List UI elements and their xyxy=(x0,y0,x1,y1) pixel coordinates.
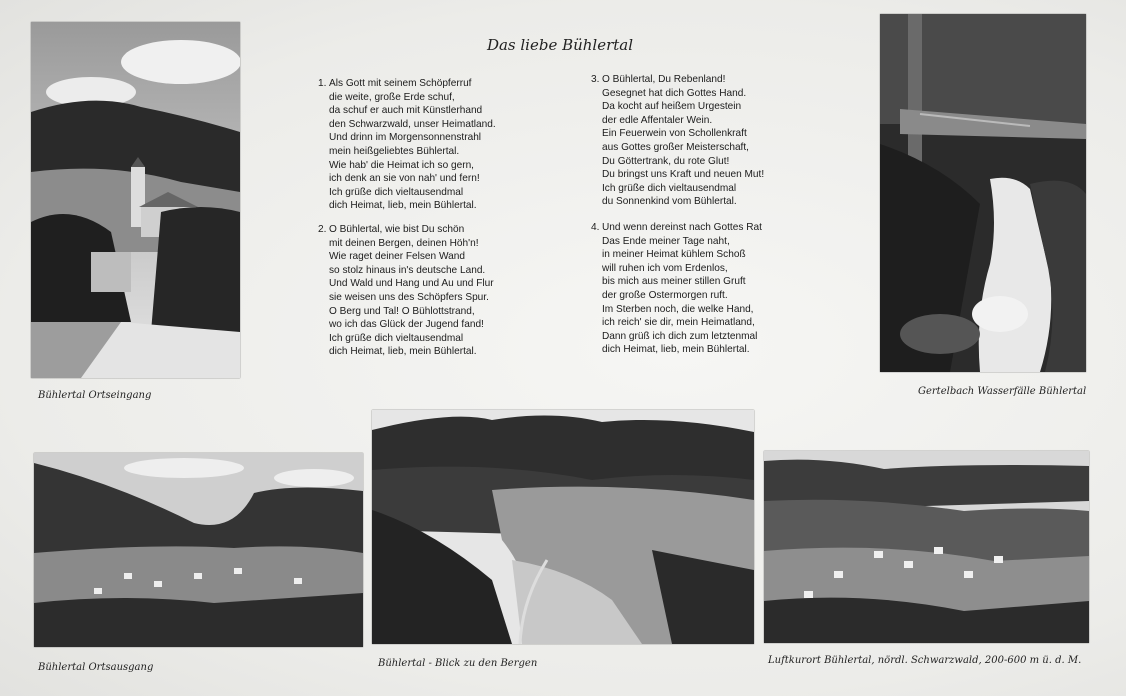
verse-line: Du bringst uns Kraft und neuen Mut! xyxy=(602,169,765,181)
verse-1 xyxy=(318,77,496,213)
verse-line: du Sonnenkind vom Bühlertal. xyxy=(602,196,737,208)
verse-line: Und drinn im Morgensonnenstrahl xyxy=(329,132,482,144)
verse-line: Wie raget deiner Felsen Wand xyxy=(329,251,465,263)
verse-line: Du Göttertrank, du rote Glut! xyxy=(602,155,730,167)
photo-ortseingang xyxy=(31,22,240,378)
verse-number: 2. xyxy=(318,224,327,235)
verse-line: Das Ende meiner Tage naht, xyxy=(602,235,730,247)
verse-line: bis mich aus meiner stillen Gruft xyxy=(602,276,746,288)
verse-line: Ich grüße dich vieltausendmal xyxy=(602,182,737,194)
poem-title: Das liebe Bühlertal xyxy=(486,36,634,54)
verse-line: ich denk an sie von nah' und fern! xyxy=(329,173,480,185)
verse-3 xyxy=(591,73,764,209)
verse-line: O Bühlertal, wie bist Du schön xyxy=(329,224,465,235)
verse-line: die weite, große Erde schuf, xyxy=(329,91,455,103)
caption-blick: Bühlertal - Blick zu den Bergen xyxy=(378,658,538,669)
verse-line: aus Gottes großer Meisterschaft, xyxy=(602,141,749,153)
verse-line: mit deinen Bergen, deinen Höh'n! xyxy=(329,237,479,249)
verse-number: 4. xyxy=(591,222,600,233)
verse-line: Ein Feuerwein von Schollenkraft xyxy=(602,128,747,140)
verse-line: ich reich' sie dir, mein Heimatland, xyxy=(602,317,755,329)
verse-line: Ich grüße dich vieltausendmal xyxy=(329,186,464,198)
verse-line: dich Heimat, lieb, mein Bühlertal. xyxy=(329,346,477,358)
caption-luftkurort: Luftkurort Bühlertal, nördl. Schwarzwald, 200-600 m ü. d. M. xyxy=(768,655,1082,666)
verse-line: den Schwarzwald, unser Heimatland. xyxy=(329,118,496,130)
verse-line: Gesegnet hat dich Gottes Hand. xyxy=(602,87,747,99)
verse-line: da schuf er auch mit Künstlerhand xyxy=(329,105,483,117)
verse-line: dich Heimat, lieb, mein Bühlertal. xyxy=(602,344,750,356)
verse-line: Wie hab' die Heimat ich so gern, xyxy=(329,159,474,171)
photo-wasserfaelle xyxy=(880,14,1086,372)
verse-line: Als Gott mit seinem Schöpferruf xyxy=(329,78,472,89)
caption-wasserfaelle: Gertelbach Wasserfälle Bühlertal xyxy=(918,386,1087,397)
verse-line: Dann grüß ich dich zum letztenmal xyxy=(602,330,758,342)
verse-line: so stolz hinaus in's deutsche Land. xyxy=(329,264,486,276)
verse-line: Im Sterben noch, die welke Hand, xyxy=(602,303,754,315)
verse-4 xyxy=(591,221,762,357)
verse-line: Und wenn dereinst nach Gottes Rat xyxy=(602,222,762,233)
verse-line: sie weisen uns des Schöpfers Spur. xyxy=(329,291,489,303)
caption-ortsausgang: Bühlertal Ortsausgang xyxy=(38,662,154,673)
verse-line: Und Wald und Hang und Au und Flur xyxy=(329,278,494,290)
verse-line: in meiner Heimat kühlem Schoß xyxy=(602,249,746,261)
verse-line: der edle Affentaler Wein. xyxy=(602,114,713,126)
verse-line: Da kocht auf heißem Urgestein xyxy=(602,101,742,113)
photo-blick-bergen xyxy=(372,410,754,644)
verse-2 xyxy=(318,223,494,359)
photo-ortsausgang xyxy=(34,453,363,647)
verse-line: der große Ostermorgen ruft. xyxy=(602,289,728,301)
verse-number: 3. xyxy=(591,74,600,85)
verse-line: wo ich das Glück der Jugend fand! xyxy=(329,319,484,331)
verse-line: mein heißgeliebtes Bühlertal. xyxy=(329,145,460,157)
verse-line: O Berg und Tal! O Bühlottstrand, xyxy=(329,305,475,317)
verse-number: 1. xyxy=(318,78,327,89)
caption-ortseingang: Bühlertal Ortseingang xyxy=(38,390,152,401)
verse-line: will ruhen ich vom Erdenlos, xyxy=(602,262,728,274)
photo-luftkurort xyxy=(764,451,1089,643)
verse-line: dich Heimat, lieb, mein Bühlertal. xyxy=(329,200,477,212)
verse-line: Ich grüße dich vieltausendmal xyxy=(329,332,464,344)
verse-line: O Bühlertal, Du Rebenland! xyxy=(602,74,726,85)
